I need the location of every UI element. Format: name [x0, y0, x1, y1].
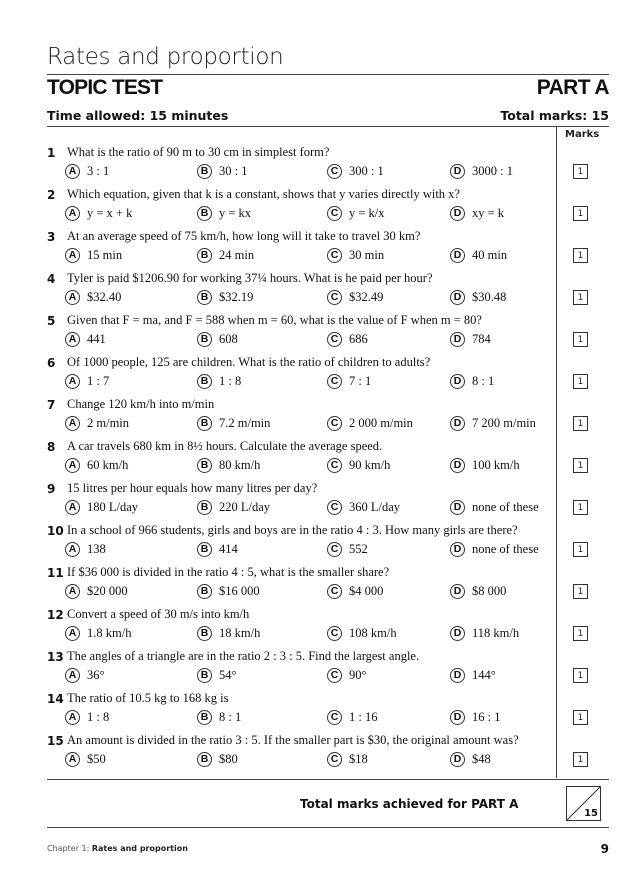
option-text: y = x + k: [87, 205, 133, 220]
option-text: 300 : 1: [349, 163, 384, 178]
option-text: 7 : 1: [349, 373, 372, 388]
question-2: [47, 188, 547, 230]
option-text: 360 L/day: [349, 499, 401, 514]
option-text: $50: [87, 751, 106, 766]
option-circle-icon[interactable]: C: [327, 752, 342, 767]
option-text: $20 000: [87, 583, 128, 598]
option-text: $8 000: [472, 583, 507, 598]
option-c[interactable]: [327, 708, 377, 726]
option-text: 7 200 m/min: [472, 415, 536, 430]
question-text: A car travels 680 km in 8½ hours. Calculate the average speed.: [67, 439, 383, 453]
question-4: [47, 272, 547, 314]
option-text: xy = k: [472, 205, 505, 220]
option-text: $16 000: [219, 583, 260, 598]
question-number: 8: [47, 440, 56, 454]
option-circle-icon[interactable]: A: [65, 164, 80, 179]
option-c[interactable]: [327, 330, 368, 348]
question-text: Which equation, given that k is a constant, shows that y varies directly with x?: [67, 187, 460, 201]
option-circle-icon[interactable]: D: [450, 248, 465, 263]
option-text: $18: [349, 751, 368, 766]
mark-box[interactable]: 1: [573, 752, 588, 767]
option-text: 138: [87, 541, 106, 556]
option-text: 15 min: [87, 247, 123, 262]
option-a[interactable]: [65, 204, 132, 222]
option-circle-icon[interactable]: D: [450, 710, 465, 725]
option-circle-icon[interactable]: B: [197, 752, 212, 767]
option-a[interactable]: [65, 666, 105, 684]
option-d[interactable]: [450, 288, 506, 306]
question-text: What is the ratio of 90 m to 30 cm in simplest form?: [67, 145, 330, 159]
option-circle-icon[interactable]: B: [197, 668, 212, 683]
question-13: [47, 650, 547, 692]
option-text: 90 km/h: [349, 457, 391, 472]
mark-box[interactable]: 1: [573, 458, 588, 473]
option-text: 18 km/h: [219, 625, 261, 640]
option-a[interactable]: [65, 624, 131, 642]
question-6: [47, 356, 547, 398]
option-b[interactable]: [197, 540, 238, 558]
option-a[interactable]: [65, 372, 109, 390]
question-3: [47, 230, 547, 272]
option-text: 54°: [219, 667, 237, 682]
question-text: If $36 000 is divided in the ratio 4 : 5, what is the smaller share?: [67, 565, 390, 579]
question-number: 7: [47, 398, 56, 412]
option-d[interactable]: [450, 624, 519, 642]
option-a[interactable]: [65, 582, 128, 600]
option-circle-icon[interactable]: D: [450, 752, 465, 767]
option-text: 100 km/h: [472, 457, 520, 472]
option-text: 784: [472, 331, 491, 346]
question-number: 3: [47, 230, 56, 244]
option-text: $30.48: [472, 289, 507, 304]
question-7: [47, 398, 547, 440]
page-title: Rates and proportion: [47, 44, 284, 70]
total-out-of: 15: [584, 808, 598, 819]
option-text: 8 : 1: [472, 373, 495, 388]
option-text: 80 km/h: [219, 457, 261, 472]
question-text: Change 120 km/h into m/min: [67, 397, 215, 411]
question-15: [47, 734, 547, 776]
footer-chapter-name: Rates and proportion: [91, 844, 188, 853]
option-b[interactable]: [197, 624, 260, 642]
option-circle-icon[interactable]: C: [327, 458, 342, 473]
option-circle-icon[interactable]: D: [450, 206, 465, 221]
option-circle-icon[interactable]: D: [450, 458, 465, 473]
option-circle-icon[interactable]: A: [65, 752, 80, 767]
option-text: 30 min: [349, 247, 385, 262]
option-a[interactable]: [65, 456, 128, 474]
mark-box[interactable]: 1: [573, 248, 588, 263]
option-d[interactable]: [450, 162, 513, 180]
option-circle-icon[interactable]: A: [65, 416, 80, 431]
question-text: An amount is divided in the ratio 3 : 5. If the smaller part is $30, the original amount was?: [67, 733, 519, 747]
option-circle-icon[interactable]: C: [327, 248, 342, 263]
option-b[interactable]: [197, 666, 237, 684]
option-d[interactable]: [450, 540, 539, 558]
option-circle-icon[interactable]: C: [327, 290, 342, 305]
option-circle-icon[interactable]: C: [327, 206, 342, 221]
page-number: 9: [600, 842, 609, 856]
option-text: 108 km/h: [349, 625, 397, 640]
question-10: [47, 524, 547, 566]
question-5: [47, 314, 547, 356]
option-circle-icon[interactable]: B: [197, 290, 212, 305]
option-a[interactable]: [65, 750, 106, 768]
option-text: 30 : 1: [219, 163, 248, 178]
option-text: $32.40: [87, 289, 122, 304]
option-circle-icon[interactable]: A: [65, 542, 80, 557]
mark-box[interactable]: 1: [573, 164, 588, 179]
question-text: Given that F = ma, and F = 588 when m = 60, what is the value of F when m = 80?: [67, 313, 482, 327]
question-text: In a school of 966 students, girls and boys are in the ratio 4 : 3. How many girls are there?: [67, 523, 518, 537]
question-number: 4: [47, 272, 56, 286]
option-b[interactable]: [197, 498, 270, 516]
option-text: $48: [472, 751, 491, 766]
option-text: 7.2 m/min: [219, 415, 271, 430]
option-text: 686: [349, 331, 368, 346]
option-circle-icon[interactable]: A: [65, 626, 80, 641]
question-number: 5: [47, 314, 56, 328]
option-b[interactable]: [197, 288, 253, 306]
option-circle-icon[interactable]: A: [65, 332, 80, 347]
option-c[interactable]: [327, 414, 413, 432]
option-text: 36°: [87, 667, 105, 682]
question-number: 11: [47, 566, 64, 580]
option-text: y = kx: [219, 205, 252, 220]
question-number: 15: [47, 734, 64, 748]
question-text: The angles of a triangle are in the ratio 2 : 3 : 5. Find the largest angle.: [67, 649, 420, 663]
option-circle-icon[interactable]: C: [327, 374, 342, 389]
option-circle-icon[interactable]: A: [65, 710, 80, 725]
option-d[interactable]: [450, 666, 496, 684]
mark-box[interactable]: 1: [573, 584, 588, 599]
question-11: [47, 566, 547, 608]
option-d[interactable]: [450, 708, 500, 726]
question-text: The ratio of 10.5 kg to 168 kg is: [67, 691, 229, 705]
mark-box[interactable]: 1: [573, 416, 588, 431]
option-text: 3000 : 1: [472, 163, 513, 178]
option-c[interactable]: [327, 456, 390, 474]
option-text: 90°: [349, 667, 367, 682]
option-b[interactable]: [197, 372, 241, 390]
total-achieved-label: Total marks achieved for PART A: [300, 797, 519, 811]
option-circle-icon[interactable]: C: [327, 500, 342, 515]
option-c[interactable]: [327, 750, 368, 768]
marks-column-header: Marks: [565, 129, 600, 140]
time-allowed: Time allowed: 15 minutes: [47, 108, 229, 123]
option-text: 1.8 km/h: [87, 625, 132, 640]
option-circle-icon[interactable]: B: [197, 416, 212, 431]
option-circle-icon[interactable]: A: [65, 584, 80, 599]
option-text: y = k/x: [349, 205, 385, 220]
option-c[interactable]: [327, 162, 384, 180]
option-c[interactable]: [327, 246, 384, 264]
option-text: 1 : 8: [219, 373, 242, 388]
option-circle-icon[interactable]: C: [327, 542, 342, 557]
option-circle-icon[interactable]: D: [450, 500, 465, 515]
question-text: Convert a speed of 30 m/s into km/h: [67, 607, 250, 621]
option-circle-icon[interactable]: C: [327, 332, 342, 347]
option-text: 2 000 m/min: [349, 415, 413, 430]
option-b[interactable]: [197, 204, 251, 222]
option-circle-icon[interactable]: B: [197, 584, 212, 599]
option-text: $4 000: [349, 583, 384, 598]
option-circle-icon[interactable]: A: [65, 206, 80, 221]
option-circle-icon[interactable]: A: [65, 458, 80, 473]
option-text: 180 L/day: [87, 499, 139, 514]
option-b[interactable]: [197, 246, 254, 264]
option-circle-icon[interactable]: B: [197, 710, 212, 725]
topic-test-label: TOPIC TEST: [47, 76, 163, 99]
option-text: 414: [219, 541, 238, 556]
question-number: 12: [47, 608, 64, 622]
option-circle-icon[interactable]: D: [450, 332, 465, 347]
option-b[interactable]: [197, 330, 238, 348]
option-circle-icon[interactable]: B: [197, 248, 212, 263]
question-number: 10: [47, 524, 64, 538]
option-circle-icon[interactable]: A: [65, 374, 80, 389]
option-d[interactable]: [450, 330, 491, 348]
question-number: 14: [47, 692, 64, 706]
header-divider: [47, 126, 609, 127]
option-circle-icon[interactable]: D: [450, 374, 465, 389]
option-c[interactable]: [327, 498, 400, 516]
option-text: 40 min: [472, 247, 508, 262]
question-12: [47, 608, 547, 650]
mark-box[interactable]: 1: [573, 290, 588, 305]
mark-box[interactable]: 1: [573, 374, 588, 389]
question-number: 9: [47, 482, 56, 496]
option-circle-icon[interactable]: D: [450, 542, 465, 557]
option-d[interactable]: [450, 750, 491, 768]
option-d[interactable]: [450, 372, 494, 390]
footer-divider: [47, 827, 609, 828]
option-text: none of these: [472, 541, 539, 556]
option-text: 441: [87, 331, 106, 346]
option-text: none of these: [472, 499, 539, 514]
option-a[interactable]: [65, 246, 122, 264]
option-circle-icon[interactable]: C: [327, 164, 342, 179]
question-9: [47, 482, 547, 524]
option-b[interactable]: [197, 750, 238, 768]
option-circle-icon[interactable]: B: [197, 164, 212, 179]
option-text: 60 km/h: [87, 457, 129, 472]
questions-bottom-divider: [47, 779, 609, 780]
option-c[interactable]: [327, 666, 367, 684]
option-circle-icon[interactable]: D: [450, 584, 465, 599]
option-circle-icon[interactable]: B: [197, 206, 212, 221]
option-circle-icon[interactable]: B: [197, 332, 212, 347]
option-circle-icon[interactable]: C: [327, 626, 342, 641]
option-circle-icon[interactable]: D: [450, 290, 465, 305]
question-number: 1: [47, 146, 56, 160]
total-marks: Total marks: 15: [500, 108, 609, 123]
option-circle-icon[interactable]: B: [197, 542, 212, 557]
part-label: PART A: [536, 76, 609, 99]
option-d[interactable]: [450, 414, 536, 432]
option-text: 2 m/min: [87, 415, 130, 430]
option-text: 608: [219, 331, 238, 346]
mark-box[interactable]: 1: [573, 626, 588, 641]
option-circle-icon[interactable]: D: [450, 164, 465, 179]
option-text: 24 min: [219, 247, 255, 262]
option-circle-icon[interactable]: C: [327, 710, 342, 725]
question-number: 6: [47, 356, 56, 370]
option-text: 220 L/day: [219, 499, 271, 514]
option-b[interactable]: [197, 162, 247, 180]
option-circle-icon[interactable]: B: [197, 458, 212, 473]
option-d[interactable]: [450, 498, 539, 516]
total-achieved-box[interactable]: [566, 786, 601, 821]
option-c[interactable]: [327, 624, 397, 642]
option-circle-icon[interactable]: A: [65, 248, 80, 263]
option-text: 144°: [472, 667, 496, 682]
mark-box[interactable]: 1: [573, 500, 588, 515]
option-d[interactable]: [450, 246, 507, 264]
option-a[interactable]: [65, 162, 109, 180]
option-circle-icon[interactable]: D: [450, 626, 465, 641]
option-b[interactable]: [197, 708, 241, 726]
option-text: 1 : 16: [349, 709, 378, 724]
footer-chapter-prefix: Chapter 1:: [47, 844, 90, 853]
question-14: [47, 692, 547, 734]
option-b[interactable]: [197, 456, 260, 474]
question-text: Tyler is paid $1206.90 for working 37¼ hours. What is he paid per hour?: [67, 271, 433, 285]
question-number: 13: [47, 650, 64, 664]
option-text: 1 : 8: [87, 709, 110, 724]
option-circle-icon[interactable]: B: [197, 626, 212, 641]
question-text: At an average speed of 75 km/h, how long will it take to travel 30 km?: [67, 229, 421, 243]
option-circle-icon[interactable]: A: [65, 668, 80, 683]
option-text: $80: [219, 751, 238, 766]
option-a[interactable]: [65, 708, 109, 726]
option-c[interactable]: [327, 204, 385, 222]
mark-box[interactable]: 1: [573, 206, 588, 221]
option-circle-icon[interactable]: C: [327, 416, 342, 431]
option-text: 3 : 1: [87, 163, 110, 178]
mark-box[interactable]: 1: [573, 668, 588, 683]
question-number: 2: [47, 188, 56, 202]
question-text: Of 1000 people, 125 are children. What is the ratio of children to adults?: [67, 355, 431, 369]
option-a[interactable]: [65, 414, 129, 432]
option-c[interactable]: [327, 582, 383, 600]
option-b[interactable]: [197, 582, 260, 600]
option-d[interactable]: [450, 204, 504, 222]
mark-box[interactable]: 1: [573, 542, 588, 557]
option-circle-icon[interactable]: D: [450, 668, 465, 683]
option-a[interactable]: [65, 288, 121, 306]
option-circle-icon[interactable]: B: [197, 500, 212, 515]
option-circle-icon[interactable]: B: [197, 374, 212, 389]
option-c[interactable]: [327, 372, 371, 390]
mark-box[interactable]: 1: [573, 332, 588, 347]
question-8: [47, 440, 547, 482]
option-text: $32.49: [349, 289, 384, 304]
option-text: 1 : 7: [87, 373, 110, 388]
option-circle-icon[interactable]: C: [327, 584, 342, 599]
option-circle-icon[interactable]: C: [327, 668, 342, 683]
option-d[interactable]: [450, 456, 520, 474]
title-divider: [47, 74, 609, 75]
option-text: 118 km/h: [472, 625, 520, 640]
option-circle-icon[interactable]: D: [450, 416, 465, 431]
option-a[interactable]: [65, 330, 106, 348]
option-text: 8 : 1: [219, 709, 242, 724]
option-text: 552: [349, 541, 368, 556]
option-text: $32.19: [219, 289, 254, 304]
question-1: [47, 146, 547, 188]
footer-chapter: [47, 844, 188, 853]
option-circle-icon[interactable]: A: [65, 500, 80, 515]
marks-column-divider: [556, 127, 557, 778]
question-text: 15 litres per hour equals how many litres per day?: [67, 481, 318, 495]
option-c[interactable]: [327, 540, 368, 558]
option-b[interactable]: [197, 414, 270, 432]
option-text: 16 : 1: [472, 709, 501, 724]
option-c[interactable]: [327, 288, 383, 306]
option-circle-icon[interactable]: A: [65, 290, 80, 305]
mark-box[interactable]: 1: [573, 710, 588, 725]
option-a[interactable]: [65, 498, 138, 516]
option-d[interactable]: [450, 582, 506, 600]
option-a[interactable]: [65, 540, 106, 558]
